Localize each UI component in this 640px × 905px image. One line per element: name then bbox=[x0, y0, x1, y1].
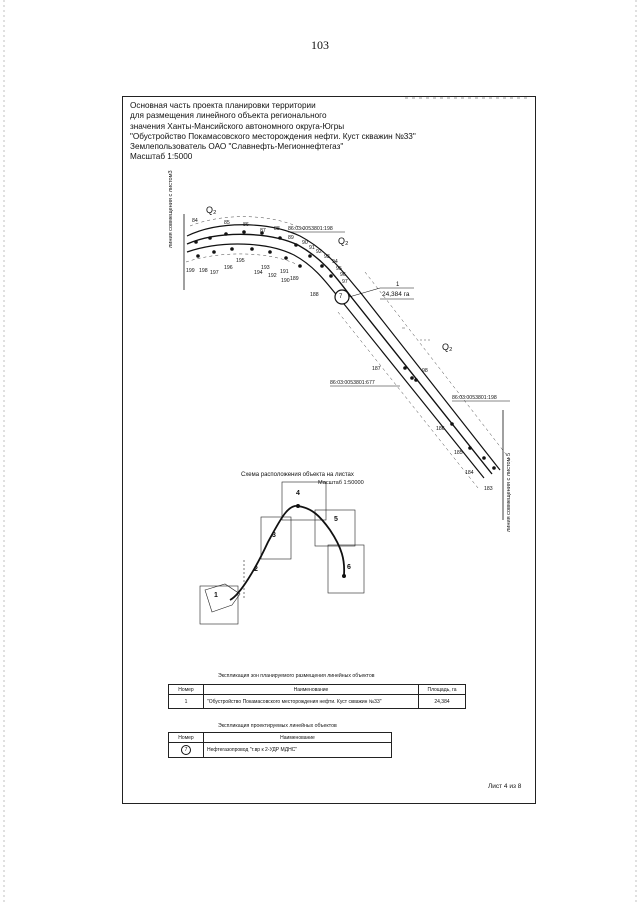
cadastral-label: 86:03:0053801:198 bbox=[452, 395, 497, 401]
point-label: 84 bbox=[192, 218, 198, 224]
area-callout-value: 24,384 га bbox=[382, 291, 410, 298]
boundary-dashed bbox=[365, 272, 512, 462]
point-label: 189 bbox=[290, 276, 299, 282]
point-label: 94 bbox=[332, 259, 338, 265]
point-label: 196 bbox=[224, 265, 233, 271]
scheme-sheet-label: 3 bbox=[272, 532, 276, 539]
scheme-sheet-label: 5 bbox=[334, 516, 338, 523]
corridor-inner-line bbox=[187, 244, 484, 478]
point-label: 190 bbox=[281, 278, 290, 284]
column-header: Наименование bbox=[204, 685, 419, 695]
corridor-outer-line bbox=[187, 225, 500, 470]
column-header: Площадь, га bbox=[419, 685, 466, 695]
table-cell: Нефтегазопровод "т.вр к 2-УДР МДНС" bbox=[204, 743, 392, 758]
point-label: 90 bbox=[302, 240, 308, 246]
point-label: 98 bbox=[422, 368, 428, 374]
point-label: 86 bbox=[243, 222, 249, 228]
scheme-title: Схема расположения объекта на листах bbox=[241, 472, 354, 478]
sheet-label: Лист 4 из 8 bbox=[488, 783, 522, 790]
right-join-label: линия совмещения с листом 5 bbox=[506, 452, 512, 532]
area-callout-number: 1 bbox=[396, 282, 400, 288]
object-number-marker: 7 bbox=[181, 745, 191, 755]
table-cell bbox=[169, 743, 204, 758]
left-join-label: линия совмещения с листом3 bbox=[168, 170, 174, 248]
header-line: значения Ханты-Мансийского автономного округа-Югры bbox=[130, 121, 345, 131]
point-label: 97 bbox=[342, 279, 348, 285]
point-label: 89 bbox=[288, 235, 294, 241]
cadastral-label: 86:03:0053801:198 bbox=[288, 226, 333, 232]
point-label: 195 bbox=[236, 258, 245, 264]
column-header: Наименование bbox=[204, 733, 392, 743]
scheme-scale: Масштаб 1:50000 bbox=[318, 480, 364, 486]
point-label: 187 bbox=[372, 366, 381, 372]
point-label: 194 bbox=[254, 270, 263, 276]
point-label: 198 bbox=[199, 268, 208, 274]
table-header-row bbox=[169, 685, 466, 695]
land-symbol: Q₂ bbox=[442, 342, 453, 352]
zones-table bbox=[168, 684, 466, 709]
table-row bbox=[169, 743, 392, 758]
table-header-row bbox=[169, 733, 392, 743]
point-label: 93 bbox=[324, 254, 330, 260]
point-label: 193 bbox=[261, 265, 270, 271]
land-symbol: Q₂ bbox=[206, 205, 217, 215]
cadastral-label: 86:03:0053801:677 bbox=[330, 380, 375, 386]
scheme-sheet-label: 1 bbox=[214, 592, 218, 599]
point-label: 184 bbox=[465, 470, 474, 476]
point-label: 88 bbox=[274, 226, 280, 232]
point-label: 85 bbox=[224, 220, 230, 226]
scheme-sheet-label: 6 bbox=[347, 564, 351, 571]
point-label: 197 bbox=[210, 270, 219, 276]
point-label: 95 bbox=[336, 266, 342, 272]
point-label: 96 bbox=[340, 272, 346, 278]
column-header: Номер bbox=[169, 685, 204, 695]
point-label: 185 bbox=[454, 450, 463, 456]
point-label: 191 bbox=[280, 269, 289, 275]
point-label: 192 bbox=[268, 273, 277, 279]
table-cell: 1 bbox=[169, 695, 204, 709]
point-label: 87 bbox=[260, 228, 266, 234]
table-row bbox=[169, 695, 466, 709]
table-cell: 24,384 bbox=[419, 695, 466, 709]
header-line: Масштаб 1:5000 bbox=[130, 152, 193, 162]
objects-table bbox=[168, 732, 392, 758]
page-number: 103 bbox=[311, 38, 329, 52]
point-label: 92 bbox=[316, 249, 322, 255]
table-cell: "Обустройство Покамасовского месторождения нефти. Куст скважин №33" bbox=[204, 695, 419, 709]
header-line: Землепользователь ОАО "Славнефть-Мегионнефтегаз" bbox=[130, 142, 344, 152]
point-label: 188 bbox=[310, 292, 319, 298]
column-header: Номер bbox=[169, 733, 204, 743]
scheme-sheet-label: 2 bbox=[254, 566, 258, 573]
location-scheme bbox=[200, 482, 364, 624]
point-label: 91 bbox=[309, 245, 315, 251]
header-line: "Обустройство Покамасовского месторождения нефти. Куст скважин №33" bbox=[130, 131, 416, 141]
land-symbol: Q₂ bbox=[338, 236, 349, 246]
zones-table-caption: Экспликация зон планируемого размещения линейных объектов bbox=[218, 673, 375, 679]
point-label: 186 bbox=[436, 426, 445, 432]
point-label: 183 bbox=[484, 486, 493, 492]
zone-number: 7 bbox=[339, 294, 343, 300]
header-line: Основная часть проекта планировки территории bbox=[130, 101, 316, 110]
objects-table-caption: Экспликация проектируемых линейных объектов bbox=[218, 723, 337, 729]
point-label: 199 bbox=[186, 268, 195, 274]
scheme-sheet-label: 4 bbox=[296, 490, 300, 497]
header-line: для размещения линейного объекта регионального bbox=[130, 111, 327, 121]
